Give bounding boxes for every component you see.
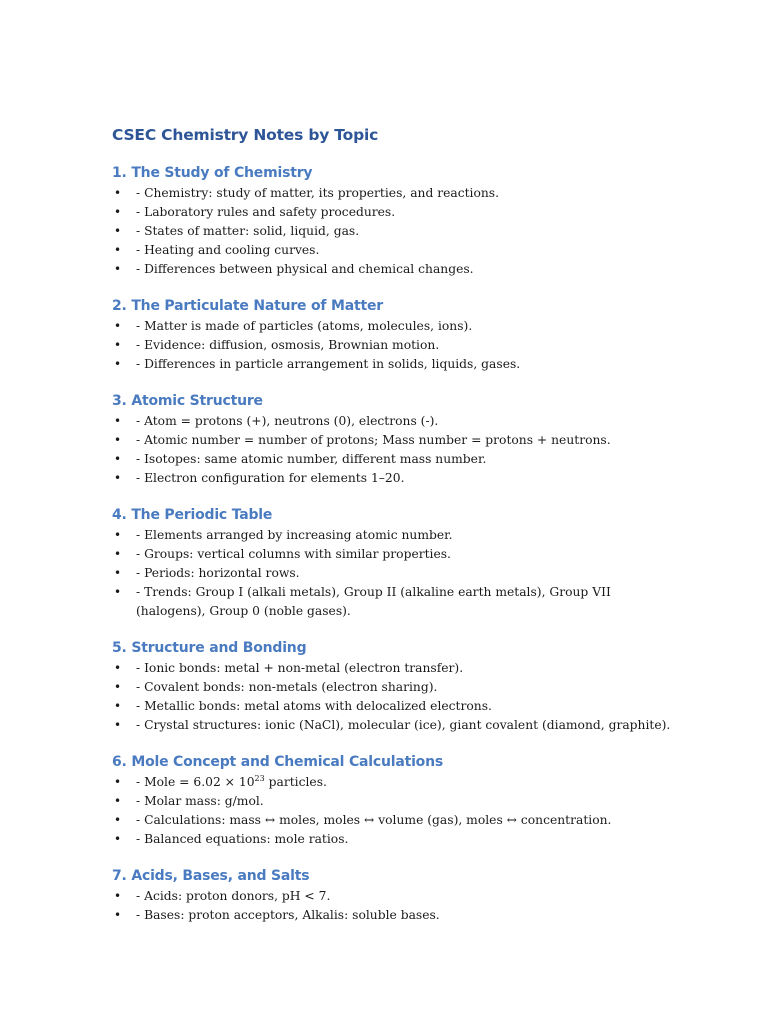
bullet-item [112, 564, 672, 583]
bullet-text [136, 794, 264, 808]
bullet-text-main: - Periods: horizontal rows. [136, 566, 300, 580]
bullet-dot-icon: • [114, 433, 122, 447]
bullet-text [136, 224, 359, 238]
bullet-text-main: - Crystal structures: ionic (NaCl), molecular (ice), giant covalent (diamond, graphite). [136, 718, 671, 732]
bullet-dot-icon: • [114, 775, 122, 789]
section-heading: 2. The Particulate Nature of Matter [112, 298, 383, 314]
section [112, 751, 672, 849]
section-heading: 3. Atomic Structure [112, 393, 263, 409]
bullet-text [136, 452, 486, 466]
bullet-text-main: - Acids: proton donors, pH < 7. [136, 889, 331, 903]
bullet-text-main: - Covalent bonds: non-metals (electron sharing). [136, 680, 438, 694]
bullet-text [136, 471, 404, 485]
bullet-text-main: - Balanced equations: mole ratios. [136, 832, 349, 846]
bullet-item [112, 526, 672, 545]
bullet-item [112, 222, 672, 241]
bullet-text-main: - Differences between physical and chemical changes. [136, 262, 474, 276]
section [112, 295, 672, 374]
bullet-text-main: - Ionic bonds: metal + non-metal (electron transfer). [136, 661, 464, 675]
bullet-item [112, 450, 672, 469]
bullet-item [112, 773, 672, 792]
bullet-text-main: - Mole = 6.02 × 10 [136, 775, 255, 789]
bullet-text [136, 205, 395, 219]
bullet-text-main: - Metallic bonds: metal atoms with delocalized electrons. [136, 699, 492, 713]
bullet-dot-icon: • [114, 452, 122, 466]
bullet-dot-icon: • [114, 547, 122, 561]
bullet-item [112, 412, 672, 431]
bullet-dot-icon: • [114, 224, 122, 238]
bullet-item [112, 469, 672, 488]
bullet-text-main: - Calculations: mass ↔ moles, moles ↔ volume (gas), moles ↔ concentration. [136, 813, 612, 827]
bullet-dot-icon: • [114, 585, 122, 599]
bullet-item [112, 583, 672, 621]
bullet-text [136, 832, 348, 846]
bullet-text-main: - Electron configuration for elements 1–20. [136, 471, 405, 485]
bullet-text-main: - Laboratory rules and safety procedures. [136, 205, 396, 219]
bullet-item [112, 697, 672, 716]
bullet-dot-icon: • [114, 699, 122, 713]
section [112, 865, 672, 925]
document-content [112, 122, 672, 941]
bullet-text [136, 547, 451, 561]
superscript-exponent: 23 [254, 773, 265, 783]
bullet-dot-icon: • [114, 205, 122, 219]
bullet-text-main: - Isotopes: same atomic number, different mass number. [136, 452, 487, 466]
bullet-dot-icon: • [114, 794, 122, 808]
bullet-text-suffix: particles. [264, 775, 327, 789]
bullet-item [112, 355, 672, 374]
section [112, 504, 672, 621]
bullet-dot-icon: • [114, 471, 122, 485]
bullet-text-main: - Bases: proton acceptors, Alkalis: soluble bases. [136, 908, 440, 922]
bullet-item [112, 184, 672, 203]
bullet-text [136, 908, 440, 922]
bullet-text-main: - Atom = protons (+), neutrons (0), electrons (-). [136, 414, 439, 428]
bullet-text-main: - Trends: Group I (alkali metals), Group II (alkaline earth metals), Group VII (halogens), Group 0 (noble gases). [136, 585, 611, 618]
bullet-item [112, 659, 672, 678]
bullet-item [112, 317, 672, 336]
bullet-item [112, 716, 672, 735]
bullet-item [112, 260, 672, 279]
bullet-text [136, 566, 300, 580]
document-title: CSEC Chemistry Notes by Topic [112, 126, 379, 144]
bullet-text [136, 338, 439, 352]
bullet-item [112, 792, 672, 811]
bullet-dot-icon: • [114, 566, 122, 580]
bullet-dot-icon: • [114, 414, 122, 428]
bullet-text [136, 433, 611, 447]
bullet-dot-icon: • [114, 528, 122, 542]
bullet-dot-icon: • [114, 718, 122, 732]
bullet-text [136, 319, 472, 333]
section [112, 390, 672, 488]
bullet-item [112, 545, 672, 564]
bullet-item [112, 811, 672, 830]
bullet-dot-icon: • [114, 813, 122, 827]
bullet-list [112, 317, 672, 374]
section-heading: 6. Mole Concept and Chemical Calculations [112, 754, 443, 770]
section [112, 637, 672, 735]
bullet-dot-icon: • [114, 319, 122, 333]
section-heading: 4. The Periodic Table [112, 507, 273, 523]
bullet-text [136, 775, 327, 789]
bullet-text-main: - Elements arranged by increasing atomic number. [136, 528, 453, 542]
bullet-item [112, 887, 672, 906]
bullet-dot-icon: • [114, 338, 122, 352]
bullet-text [136, 699, 492, 713]
bullet-text-main: - Molar mass: g/mol. [136, 794, 264, 808]
bullet-list [112, 887, 672, 925]
bullet-list [112, 526, 672, 621]
bullet-list [112, 412, 672, 488]
bullet-text [136, 357, 520, 371]
bullet-text [136, 889, 330, 903]
bullet-text-main: - Chemistry: study of matter, its properties, and reactions. [136, 186, 500, 200]
bullet-text [136, 414, 438, 428]
bullet-text [136, 186, 499, 200]
bullet-text [136, 528, 453, 542]
bullet-text [136, 243, 319, 257]
bullet-item [112, 336, 672, 355]
bullet-dot-icon: • [114, 243, 122, 257]
bullet-item [112, 203, 672, 222]
bullet-text [136, 585, 611, 618]
bullet-dot-icon: • [114, 832, 122, 846]
bullet-text [136, 680, 437, 694]
bullet-dot-icon: • [114, 186, 122, 200]
bullet-text [136, 661, 463, 675]
section-heading: 1. The Study of Chemistry [112, 165, 313, 181]
bullet-text [136, 813, 611, 827]
bullet-text-main: - Atomic number = number of protons; Mass number = protons + neutrons. [136, 433, 611, 447]
bullet-item [112, 830, 672, 849]
section [112, 162, 672, 279]
bullet-text-main: - States of matter: solid, liquid, gas. [136, 224, 360, 238]
bullet-dot-icon: • [114, 661, 122, 675]
bullet-text [136, 262, 474, 276]
bullet-text-main: - Evidence: diffusion, osmosis, Brownian motion. [136, 338, 440, 352]
bullet-dot-icon: • [114, 357, 122, 371]
bullet-list [112, 659, 672, 735]
section-heading: 7. Acids, Bases, and Salts [112, 868, 310, 884]
bullet-dot-icon: • [114, 680, 122, 694]
bullet-list [112, 773, 672, 849]
bullet-dot-icon: • [114, 908, 122, 922]
bullet-item [112, 678, 672, 697]
bullet-item [112, 906, 672, 925]
bullet-item [112, 241, 672, 260]
section-heading: 5. Structure and Bonding [112, 640, 307, 656]
bullet-text [136, 718, 670, 732]
bullet-text-main: - Groups: vertical columns with similar properties. [136, 547, 451, 561]
bullet-dot-icon: • [114, 262, 122, 276]
sections-container [112, 162, 672, 925]
bullet-dot-icon: • [114, 889, 122, 903]
bullet-text-main: - Heating and cooling curves. [136, 243, 320, 257]
bullet-text-main: - Differences in particle arrangement in solids, liquids, gases. [136, 357, 521, 371]
bullet-text-main: - Matter is made of particles (atoms, molecules, ions). [136, 319, 473, 333]
bullet-item [112, 431, 672, 450]
bullet-list [112, 184, 672, 279]
